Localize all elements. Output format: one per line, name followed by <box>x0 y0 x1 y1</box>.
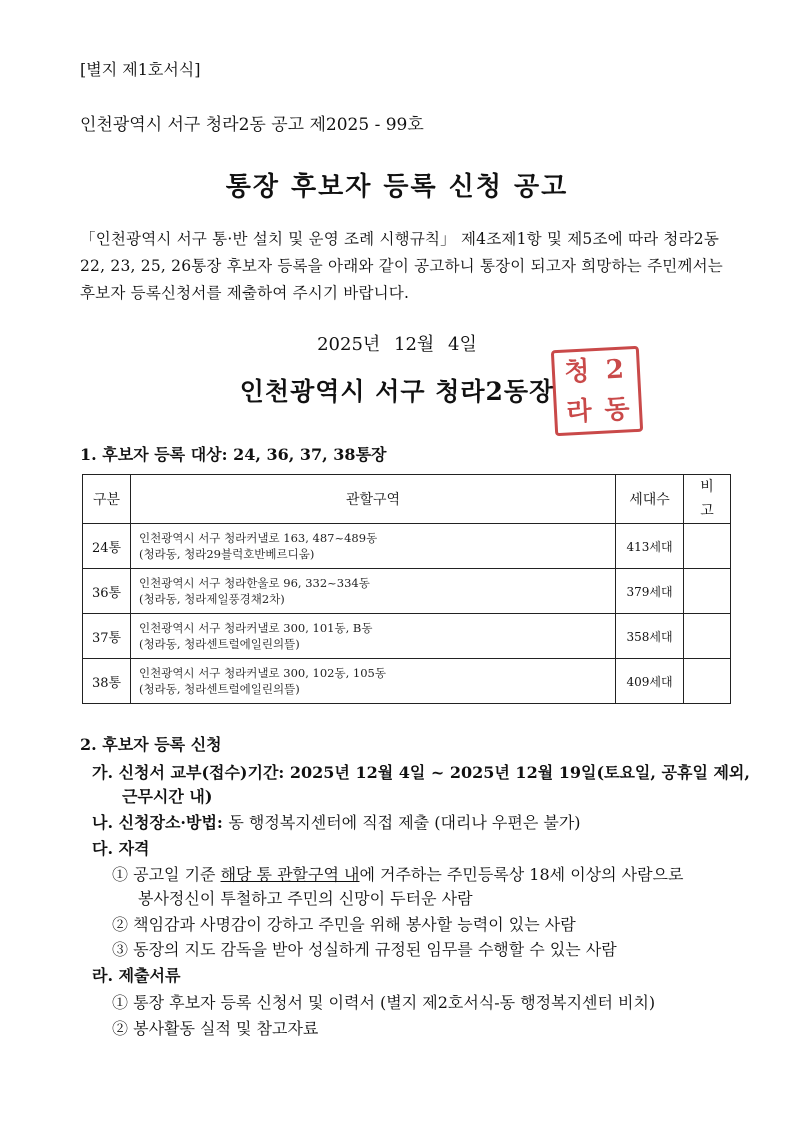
qualification-mark: ① <box>112 865 129 884</box>
row-address: 인천광역시 서구 청라커낼로 300, 102동, 105동 <box>139 666 386 680</box>
remark-header-bottom: 고 <box>700 503 714 519</box>
form-label: [별지 제1호서식] <box>80 60 201 79</box>
row-name: 36통 <box>83 569 131 614</box>
row-remark <box>684 614 731 659</box>
qualification-item <box>112 862 683 885</box>
table-row <box>83 569 731 614</box>
row-address: 인천광역시 서구 청라커낼로 163, 487~489동 <box>139 531 378 545</box>
qualification-continued: 봉사정신이 투철하고 주민의 신망이 두터운 사람 <box>138 889 473 908</box>
item-da-label: 다. 자격 <box>92 839 150 858</box>
document-text: 통장 후보자 등록 신청서 및 이력서 (별지 제2호서식-동 행정복지센터 비치) <box>133 993 656 1012</box>
row-name: 37통 <box>83 614 131 659</box>
row-area <box>131 524 616 569</box>
item-ga-text: 2025년 12월 4일 ~ 2025년 12월 19일(토요일, 공휴일 제외, <box>289 763 750 782</box>
notice-number: 인천광역시 서구 청라2동 공고 제2025 - 99호 <box>80 115 424 135</box>
seal-char: 2 <box>605 354 625 386</box>
document-item <box>112 990 655 1013</box>
table-row <box>83 659 731 704</box>
qualification-mark: ③ <box>112 940 129 959</box>
seal-char: 동 <box>603 394 631 426</box>
col-header-households: 세대수 <box>616 475 684 524</box>
col-header-area: 관할구역 <box>131 475 616 524</box>
item-ga-label: 가. 신청서 교부(접수)기간: <box>92 763 290 782</box>
row-area <box>131 659 616 704</box>
row-name: 24통 <box>83 524 131 569</box>
seal-char: 청 <box>563 356 591 388</box>
notice-date: 2025년 12월 4일 <box>317 334 477 355</box>
row-area <box>131 569 616 614</box>
qualification-emphasis: 해당 통 관할구역 내 <box>220 865 360 884</box>
qualification-text: 책임감과 사명감이 강하고 주민을 위해 봉사할 능력이 있는 사람 <box>133 915 576 934</box>
issuer-name: 인천광역시 서구 청라2동장 <box>239 377 555 406</box>
table-row <box>83 614 731 659</box>
row-complex: (청라동, 청라29블럭호반베르디움) <box>139 547 315 561</box>
col-header-remark <box>684 475 731 524</box>
qualification-text: 공고일 기준 <box>133 865 221 884</box>
item-ga-continued: 근무시간 내) <box>122 787 213 806</box>
document-text: 봉사활동 실적 및 참고자료 <box>133 1019 319 1038</box>
seal-char: 라 <box>565 396 593 428</box>
row-complex: (청라동, 청라센트럴에일린의뜰) <box>139 637 300 651</box>
row-complex: (청라동, 청라센트럴에일린의뜰) <box>139 682 300 696</box>
row-name: 38통 <box>83 659 131 704</box>
table-header-row <box>83 475 731 524</box>
item-na <box>92 810 581 833</box>
document-title: 통장 후보자 등록 신청 공고 <box>225 172 569 202</box>
jurisdiction-table <box>82 474 731 704</box>
row-remark <box>684 659 731 704</box>
row-complex: (청라동, 청라제일풍경채2차) <box>139 592 285 606</box>
intro-paragraph: 「인천광역시 서구 통·반 설치 및 운영 조례 시행규칙」 제4조제1항 및 제5조에 따라 청라2동 22, 23, 25, 26통장 후보자 등록을 아래와 같이 공고하니 통장이 되고자 희망하는 주민께서는 후보자 등록신청서를 제출하여 주시기 바랍니다. <box>80 230 723 302</box>
official-seal <box>551 346 643 436</box>
col-header-name: 구분 <box>83 475 131 524</box>
row-address: 인천광역시 서구 청라커낼로 300, 101동, B동 <box>139 621 373 635</box>
document-mark: ① <box>112 993 129 1012</box>
qualification-text-rest: 에 거주하는 주민등록상 18세 이상의 사람으로 <box>359 865 684 884</box>
qualification-mark: ② <box>112 915 129 934</box>
qualification-item <box>112 937 617 960</box>
document-item <box>112 1016 318 1039</box>
remark-header-top: 비 <box>700 479 714 495</box>
row-households: 409세대 <box>616 659 684 704</box>
row-households: 413세대 <box>616 524 684 569</box>
document-mark: ② <box>112 1019 129 1038</box>
qualification-text: 동장의 지도 감독을 받아 성실하게 규정된 임무를 수행할 수 있는 사람 <box>133 940 617 959</box>
row-area <box>131 614 616 659</box>
table-row <box>83 524 731 569</box>
item-ga <box>92 760 750 783</box>
item-ra-label: 라. 제출서류 <box>92 966 181 985</box>
section-1-heading: 1. 후보자 등록 대상: 24, 36, 37, 38통장 <box>80 445 387 464</box>
row-remark <box>684 524 731 569</box>
qualification-item <box>112 912 576 935</box>
row-households: 379세대 <box>616 569 684 614</box>
row-address: 인천광역시 서구 청라한울로 96, 332~334동 <box>139 576 370 590</box>
item-na-label: 나. 신청장소·방법: <box>92 813 229 832</box>
row-households: 358세대 <box>616 614 684 659</box>
section-2-heading: 2. 후보자 등록 신청 <box>80 735 222 754</box>
item-na-text: 동 행정복지센터에 직접 제출 (대리나 우편은 불가) <box>228 813 581 832</box>
row-remark <box>684 569 731 614</box>
